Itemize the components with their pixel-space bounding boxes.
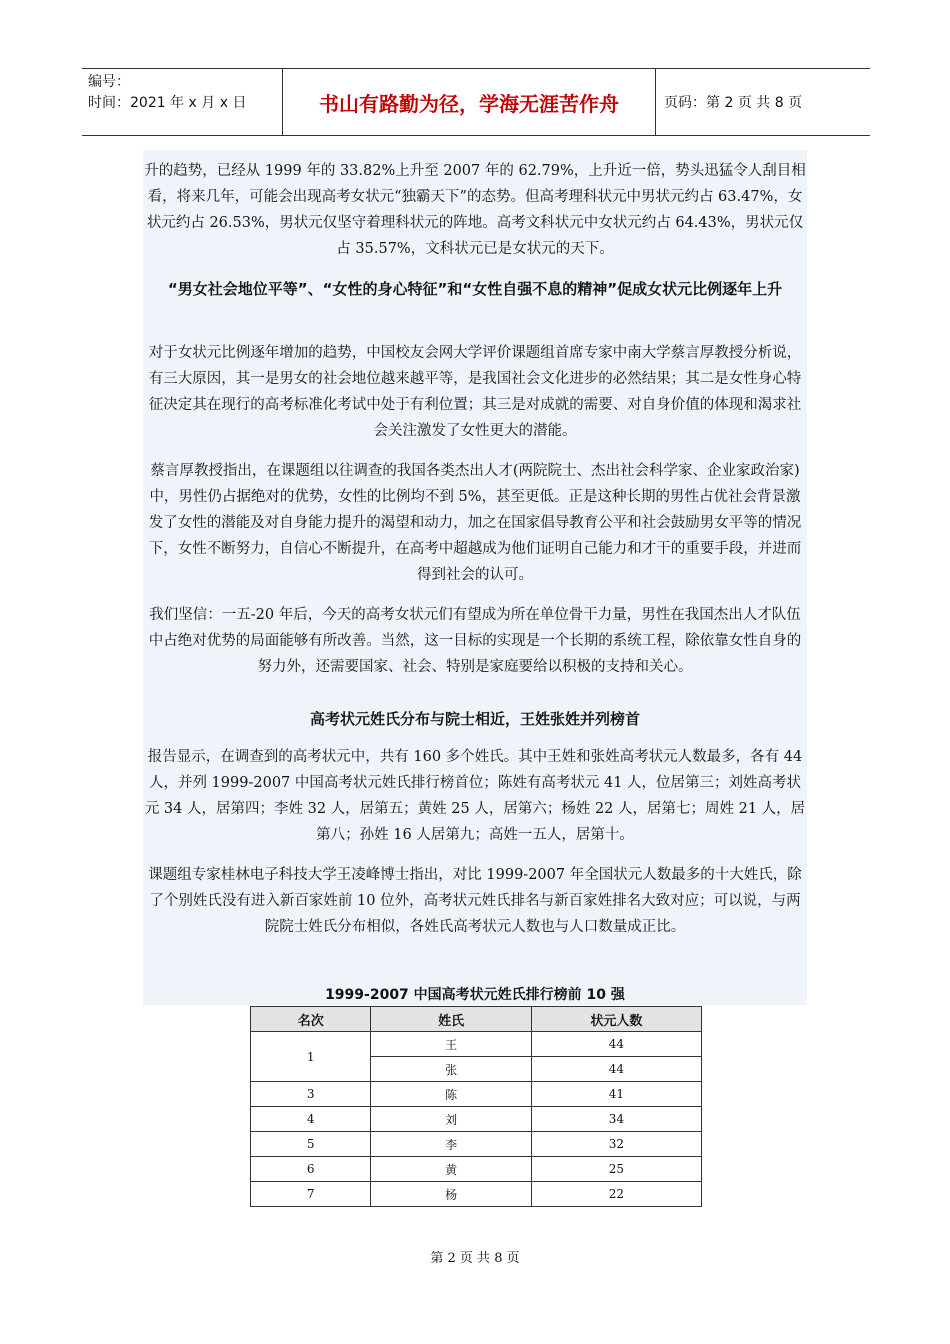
paragraph-3: 蔡言厚教授指出，在课题组以往调查的我国各类杰出人才(两院院士、杰出社会科学家、企业家政治家)中，男性仍占据绝对的优势，女性的比例均不到 5%，甚至更低。正是这种长期的男性占优社会背景激发了女性的潜能及对自身能力提升的渴望和动力，加之在国家倡导教育公平和社会鼓励男女平等的情况下，女性不断努力，自信心不断提升，在高考中超越成为他们证明自己能力和才干的重要手段，并进而得到社会的认可。	[148, 463, 802, 583]
surname-cell: 张	[371, 1057, 531, 1082]
table-row	[251, 1032, 702, 1057]
count-cell: 41	[531, 1082, 701, 1107]
table-row	[251, 1182, 702, 1207]
surname-cell: 陈	[371, 1082, 531, 1107]
rank-cell: 5	[251, 1132, 371, 1157]
count-cell: 25	[531, 1157, 701, 1182]
surname-cell: 杨	[371, 1182, 531, 1207]
paragraph-5: 报告显示，在调查到的高考状元中，共有 160 多个姓氏。其中王姓和张姓高考状元人数最多，各有 44 人，并列 1999-2007 中国高考状元姓氏排行榜首位；陈姓有高考状元 41 人，位居第三；刘姓高考状元 34 人，居第四；李姓 32 人，居第五；黄姓 25 人，居第六；杨姓 22 人，居第七；周姓 21 人，居第八；孙姓 16 人居第九；高姓一五人，居第十。	[144, 749, 806, 843]
table-row	[251, 1082, 702, 1107]
rank-cell: 7	[251, 1182, 371, 1207]
paragraph-2: 对于女状元比例逐年增加的趋势，中国校友会网大学评价课题组首席专家中南大学蔡言厚教授分析说，有三大原因，其一是男女的社会地位越来越平等，是我国社会文化进步的必然结果；其二是女性身心特征决定其在现行的高考标准化考试中处于有利位置；其三是对成就的需要、对自身价值的体现和渴求社会关注激发了女性更大的潜能。	[148, 345, 802, 439]
paragraph-4: 我们坚信：一五-20 年后，今天的高考女状元们有望成为所在单位骨干力量，男性在我国杰出人才队伍中占绝对优势的局面能够有所改善。当然，这一目标的实现是一个长期的系统工程，除依靠女性自身的努力外，还需要国家、社会、特别是家庭要给以积极的支持和关心。	[148, 607, 802, 675]
table-row	[251, 1107, 702, 1132]
count-cell: 34	[531, 1107, 701, 1132]
count-cell: 44	[531, 1057, 701, 1082]
section-heading-1: “男女社会地位平等”、“女性的身心特征”和“女性自强不息的精神”促成女状元比例逐年上升	[167, 280, 783, 298]
paragraph-1: 升的趋势，已经从 1999 年的 33.82%上升至 2007 年的 62.79%，上升近一倍，势头迅猛令人刮目相看，将来几年，可能会出现高考女状元“独霸天下”的态势。但高考理科状元中男状元约占 63.47%，女状元约占 26.53%，男状元仅坚守着理科状元的阵地。高考文科状元中女状元约占 64.43%，男状元仅占 35.57%，文科状元已是女状元的天下。	[144, 163, 806, 257]
header-motto: 书山有路勤为径，学海无涯苦作舟	[282, 69, 656, 135]
surname-ranking-table	[250, 1006, 702, 1207]
count-cell: 32	[531, 1132, 701, 1157]
surname-cell: 王	[371, 1032, 531, 1057]
page-footer: 第 2 页 共 8 页	[430, 1251, 520, 1266]
col-header-rank: 名次	[251, 1007, 371, 1032]
paragraph-6: 课题组专家桂林电子科技大学王凌峰博士指出，对比 1999-2007 年全国状元人数最多的十大姓氏，除了个别姓氏没有进入新百家姓前 10 位外，高考状元姓氏排名与新百家姓排名大致对应；可以说，与两院院士姓氏分布相似，各姓氏高考状元人数也与人口数量成正比。	[148, 867, 802, 935]
page-header	[82, 68, 870, 136]
header-meta	[82, 69, 282, 135]
surname-cell: 李	[371, 1132, 531, 1157]
col-header-count: 状元人数	[531, 1007, 701, 1032]
count-cell: 44	[531, 1032, 701, 1057]
surname-cell: 刘	[371, 1107, 531, 1132]
table-row	[251, 1157, 702, 1182]
surname-cell: 黄	[371, 1157, 531, 1182]
serial-label: 编号：	[88, 74, 130, 90]
rank-cell: 4	[251, 1107, 371, 1132]
table-title: 1999-2007 中国高考状元姓氏排行榜前 10 强	[325, 987, 625, 1003]
rank-cell: 1	[251, 1032, 371, 1082]
article-body	[143, 150, 807, 1005]
header-page-label: 页码：第 2 页 共 8 页	[664, 95, 803, 111]
table-row	[251, 1132, 702, 1157]
time-label: 时间：2021 年 x 月 x 日	[88, 95, 247, 111]
count-cell: 22	[531, 1182, 701, 1207]
table-header-row	[251, 1007, 702, 1032]
rank-cell: 3	[251, 1082, 371, 1107]
rank-cell: 6	[251, 1157, 371, 1182]
col-header-surname: 姓氏	[371, 1007, 531, 1032]
section-heading-2: 高考状元姓氏分布与院士相近，王姓张姓并列榜首	[309, 710, 640, 728]
